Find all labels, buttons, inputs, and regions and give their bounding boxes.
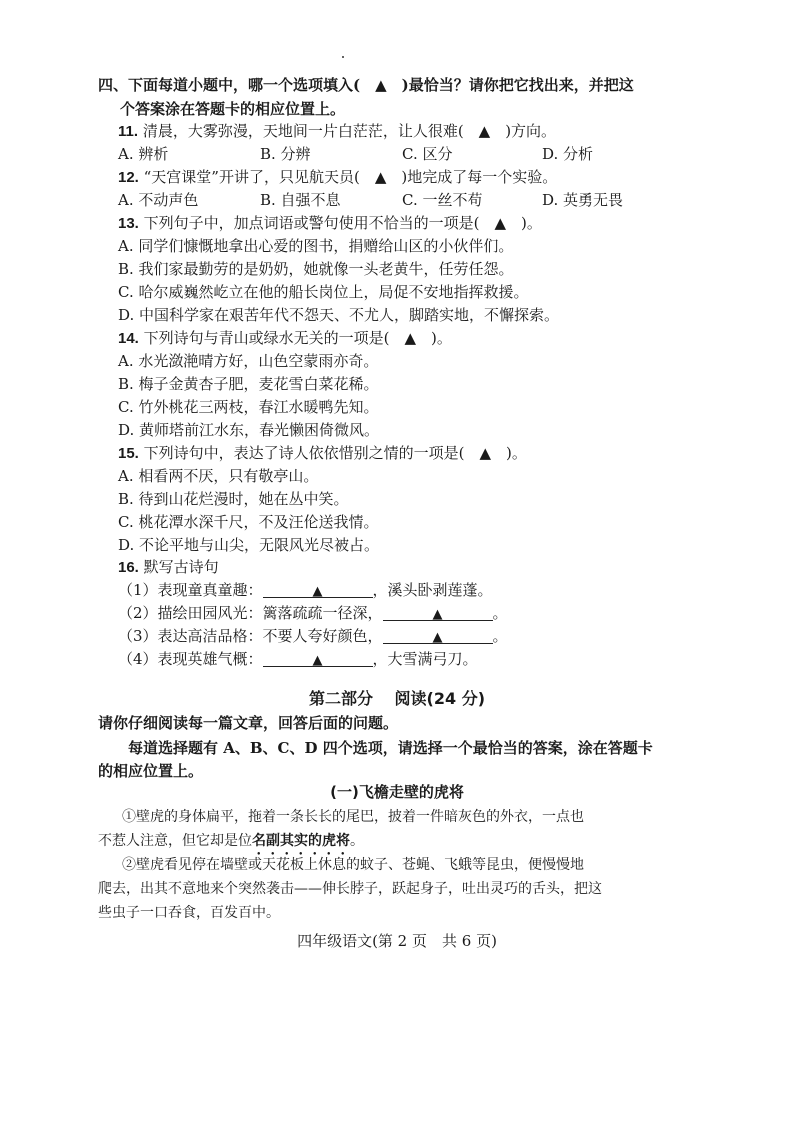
article-paragraph-1-line1: ①壁虎的身体扁平，拖着一条长长的尾巴，披着一件暗灰色的外衣，一点也 [122,809,584,825]
question-16 [118,556,219,579]
section4-line2: 个答案涂在答题卡的相应位置上。 [120,100,346,118]
q11-option-a: A. 辨析 [118,145,169,163]
item-prefix: （1）表现童真童趣： [118,581,263,599]
q13-option-b: B. 我们家最勤劳的是奶奶，她就像一头老黄牛，任劳任怨。 [118,260,514,278]
part2-instruction: 请你仔细阅读每一篇文章，回答后面的问题。 [98,714,399,732]
article-title: (一)飞檐走壁的虎将 [330,783,464,801]
q16-item-1 [118,579,493,601]
text: 不惹人注意，但它却是位 [98,833,252,849]
item-prefix: （4）表现英雄气概： [118,650,263,668]
q11-option-b: B. 分辨 [260,145,311,163]
part2-title: 第二部分 阅读(24 分) [308,689,486,708]
question-14 [118,327,452,350]
article-paragraph-2-line2: 爬去，出其不意地来个突然袭击——伸长脖子，跃起身子，吐出灵巧的舌头，把这 [98,881,602,897]
triangle-marker: ▲ [312,653,323,668]
question-13 [118,212,542,235]
triangle-marker: ▲ [312,584,323,599]
question-number: 15. [118,445,139,462]
answer-blank[interactable] [263,579,373,598]
question-12 [118,166,557,189]
q12-option-c: C. 一丝不苟 [402,191,483,209]
triangle-marker: ▲ [432,630,443,645]
emphasized-phrase: 名副其实的虎将 [252,833,350,849]
q14-option-b: B. 梅子金黄杏子肥，麦花雪白菜花稀。 [118,375,379,393]
question-11 [118,120,556,143]
question-number: 13. [118,215,139,232]
q13-option-d: D. 中国科学家在艰苦年代不怨天、不尤人，脚踏实地，不懈探索。 [118,306,560,324]
section4-line1: 四、下面每道小题中，哪一个选项填入( ▲ )最恰当？请你把它找出来，并把这 [98,76,634,94]
q15-option-c: C. 桃花潭水深千尺，不及汪伦送我情。 [118,513,379,531]
question-stem: 下列诗句中，表达了诗人依依惜别之情的一项是( ▲ )。 [143,444,527,462]
q12-option-a: A. 不动声色 [118,191,199,209]
item-suffix: 。 [492,627,508,645]
question-stem: 默写古诗句 [143,558,219,576]
item-suffix: ，溪头卧剥莲蓬。 [372,581,493,599]
page-footer: 四年级语文(第 2 页 共 6 页) [297,932,497,950]
question-number: 16. [118,559,139,576]
article-paragraph-2-line1: ②壁虎看见停在墙壁或天花板上休息的蚊子、苍蝇、飞蛾等昆虫，便慢慢地 [122,857,584,873]
answer-blank[interactable] [383,625,493,644]
item-prefix: （2）描绘田园风光：篱落疏疏一径深， [118,604,383,622]
answer-blank[interactable] [263,648,373,667]
q14-option-d: D. 黄师塔前江水东，春光懒困倚微风。 [118,421,380,439]
q15-option-b: B. 待到山花烂漫时，她在丛中笑。 [118,490,349,508]
answer-blank[interactable] [383,602,493,621]
question-number: 12. [118,169,139,186]
question-15 [118,442,527,465]
part2-note-line1: 每道选择题有 A、B、C、D 四个选项，请选择一个最恰当的答案，涂在答题卡 [128,739,653,757]
triangle-marker: ▲ [432,607,443,622]
question-number: 11. [118,123,139,140]
q12-option-b: B. 自强不息 [260,191,341,209]
q11-option-c: C. 区分 [402,145,453,163]
q12-option-d: D. 英勇无畏 [542,191,624,209]
q13-option-a: A. 同学们慷慨地拿出心爱的图书，捐赠给山区的小伙伴们。 [118,237,514,255]
question-number: 14. [118,330,139,347]
q11-option-d: D. 分析 [542,145,594,163]
article-paragraph-2-line3: 些虫子一口吞食，百发百中。 [98,905,280,921]
question-stem: 下列句子中，加点词语或警句使用不恰当的一项是( ▲ )。 [143,214,542,232]
item-prefix: （3）表达高洁品格：不要人夸好颜色， [118,627,383,645]
q14-option-c: C. 竹外桃花三两枝，春江水暖鸭先知。 [118,398,379,416]
q14-option-a: A. 水光潋滟晴方好，山色空蒙雨亦奇。 [118,352,379,370]
q16-item-2 [118,602,508,624]
item-suffix: 。 [492,604,508,622]
text: 。 [350,833,364,849]
scan-dot [342,56,344,58]
question-stem: 下列诗句与青山或绿水无关的一项是( ▲ )。 [143,329,452,347]
question-stem: “天宫课堂”开讲了，只见航天员( ▲ )地完成了每一个实验。 [143,168,558,186]
item-suffix: ，大雪满弓刀。 [372,650,478,668]
q15-option-d: D. 不论平地与山尖，无限风光尽被占。 [118,536,380,554]
question-stem: 清晨，大雾弥漫，天地间一片白茫茫，让人很难( ▲ )方向。 [142,122,557,140]
q13-option-c: C. 哈尔威巍然屹立在他的船长岗位上，局促不安地指挥救援。 [118,283,529,301]
part2-note-line2: 的相应位置上。 [98,762,204,780]
q15-option-a: A. 相看两不厌，只有敬亭山。 [118,467,319,485]
q16-item-3 [118,625,508,647]
q16-item-4 [118,648,478,670]
